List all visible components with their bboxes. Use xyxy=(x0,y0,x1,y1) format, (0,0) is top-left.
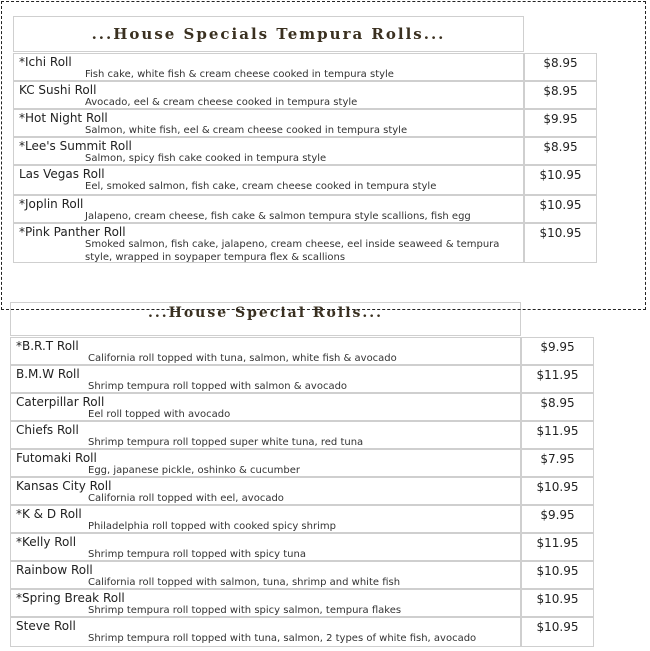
item-name: Futomaki Roll xyxy=(16,451,97,465)
menu-table xyxy=(10,337,594,647)
item-cell xyxy=(10,617,521,647)
menu-row xyxy=(10,393,594,421)
item-description: Smoked salmon, fish cake, jalapeno, cream cheese, eel inside seaweed & tempura style, wrapped in soypaper tempura flex & scallions xyxy=(85,239,500,263)
menu-row xyxy=(13,81,597,109)
item-description: Eel roll topped with avocado xyxy=(88,409,231,420)
item-description: California roll topped with salmon, tuna, shrimp and white fish xyxy=(88,577,401,588)
item-name: *Pink Panther Roll xyxy=(19,225,126,239)
item-cell xyxy=(10,505,521,533)
menu-row xyxy=(10,533,594,561)
item-cell xyxy=(13,223,524,263)
item-name: B.M.W Roll xyxy=(16,367,80,381)
item-price: $10.95 xyxy=(524,223,597,263)
item-cell xyxy=(13,195,524,223)
item-name: *Ichi Roll xyxy=(19,55,72,69)
item-price: $10.95 xyxy=(521,477,594,505)
item-cell xyxy=(10,365,521,393)
item-name: *K & D Roll xyxy=(16,507,82,521)
item-description: Shrimp tempura roll topped with spicy tuna xyxy=(88,549,306,560)
item-description: Eel, smoked salmon, fish cake, cream cheese cooked in tempura style xyxy=(85,181,437,192)
item-price: $8.95 xyxy=(524,81,597,109)
menu-row xyxy=(13,165,597,195)
item-cell xyxy=(13,137,524,165)
section-title: ...House Specials Tempura Rolls... xyxy=(13,16,524,52)
item-description: Philadelphia roll topped with cooked spicy shrimp xyxy=(88,521,336,532)
item-description: Shrimp tempura roll topped super white tuna, red tuna xyxy=(88,437,364,448)
item-cell xyxy=(10,533,521,561)
section-title-row xyxy=(10,302,594,336)
menu-row xyxy=(10,365,594,393)
menu-row xyxy=(10,617,594,647)
item-cell xyxy=(13,109,524,137)
item-name: *Kelly Roll xyxy=(16,535,77,549)
item-name: Rainbow Roll xyxy=(16,563,93,577)
item-name: *Joplin Roll xyxy=(19,197,84,211)
item-price: $10.95 xyxy=(524,195,597,223)
item-description: Salmon, white fish, eel & cream cheese cooked in tempura style xyxy=(85,125,408,136)
item-price: $8.95 xyxy=(524,137,597,165)
item-cell xyxy=(13,165,524,195)
item-description: Egg, japanese pickle, oshinko & cucumber xyxy=(88,465,301,476)
item-price: $10.95 xyxy=(521,589,594,617)
item-cell xyxy=(10,337,521,365)
item-price: $10.95 xyxy=(521,617,594,647)
item-description: California roll topped with tuna, salmon, white fish & avocado xyxy=(88,353,397,364)
item-name: KC Sushi Roll xyxy=(19,83,97,97)
menu-row xyxy=(13,223,597,263)
item-price: $11.95 xyxy=(521,365,594,393)
item-name: Kansas City Roll xyxy=(16,479,112,493)
item-name: *B.R.T Roll xyxy=(16,339,79,353)
item-cell xyxy=(10,449,521,477)
menu-table xyxy=(13,53,597,263)
item-name: Caterpillar Roll xyxy=(16,395,105,409)
menu-row xyxy=(13,195,597,223)
menu-row xyxy=(10,337,594,365)
tempura-rolls-section xyxy=(13,16,597,263)
item-price: $9.95 xyxy=(524,109,597,137)
item-cell xyxy=(10,589,521,617)
item-cell xyxy=(10,561,521,589)
item-name: *Hot Night Roll xyxy=(19,111,108,125)
item-description: Salmon, spicy fish cake cooked in tempura style xyxy=(85,153,327,164)
item-name: *Spring Break Roll xyxy=(16,591,125,605)
special-rolls-section xyxy=(10,302,594,647)
item-description: Shrimp tempura roll topped with spicy salmon, tempura flakes xyxy=(88,605,402,616)
item-price: $7.95 xyxy=(521,449,594,477)
item-description: Avocado, eel & cream cheese cooked in tempura style xyxy=(85,97,358,108)
menu-row xyxy=(10,421,594,449)
menu-row xyxy=(13,137,597,165)
item-cell xyxy=(13,53,524,81)
menu-row xyxy=(10,449,594,477)
item-price: $8.95 xyxy=(524,53,597,81)
item-price: $9.95 xyxy=(521,505,594,533)
menu-row xyxy=(13,53,597,81)
menu-row xyxy=(10,589,594,617)
item-description: Shrimp tempura roll topped with salmon & avocado xyxy=(88,381,348,392)
section-title: ...House Special Rolls... xyxy=(10,302,521,336)
item-description: Shrimp tempura roll topped with tuna, salmon, 2 types of white fish, avocado xyxy=(88,633,477,644)
item-name: Chiefs Roll xyxy=(16,423,79,437)
item-description: California roll topped with eel, avocado xyxy=(88,493,284,504)
item-description: Fish cake, white fish & cream cheese cooked in tempura style xyxy=(85,69,394,80)
item-name: Las Vegas Roll xyxy=(19,167,105,181)
menu-row xyxy=(10,505,594,533)
item-price: $8.95 xyxy=(521,393,594,421)
item-name: Steve Roll xyxy=(16,619,76,633)
item-price: $9.95 xyxy=(521,337,594,365)
item-cell xyxy=(13,81,524,109)
item-description: Jalapeno, cream cheese, fish cake & salmon tempura style scallions, fish egg xyxy=(85,211,471,222)
section-title-row xyxy=(13,16,597,52)
menu-row xyxy=(13,109,597,137)
item-cell xyxy=(10,477,521,505)
item-price: $11.95 xyxy=(521,421,594,449)
item-price: $11.95 xyxy=(521,533,594,561)
item-name: *Lee's Summit Roll xyxy=(19,139,132,153)
menu-row xyxy=(10,561,594,589)
item-price: $10.95 xyxy=(521,561,594,589)
item-price: $10.95 xyxy=(524,165,597,195)
item-cell xyxy=(10,421,521,449)
item-cell xyxy=(10,393,521,421)
menu-row xyxy=(10,477,594,505)
